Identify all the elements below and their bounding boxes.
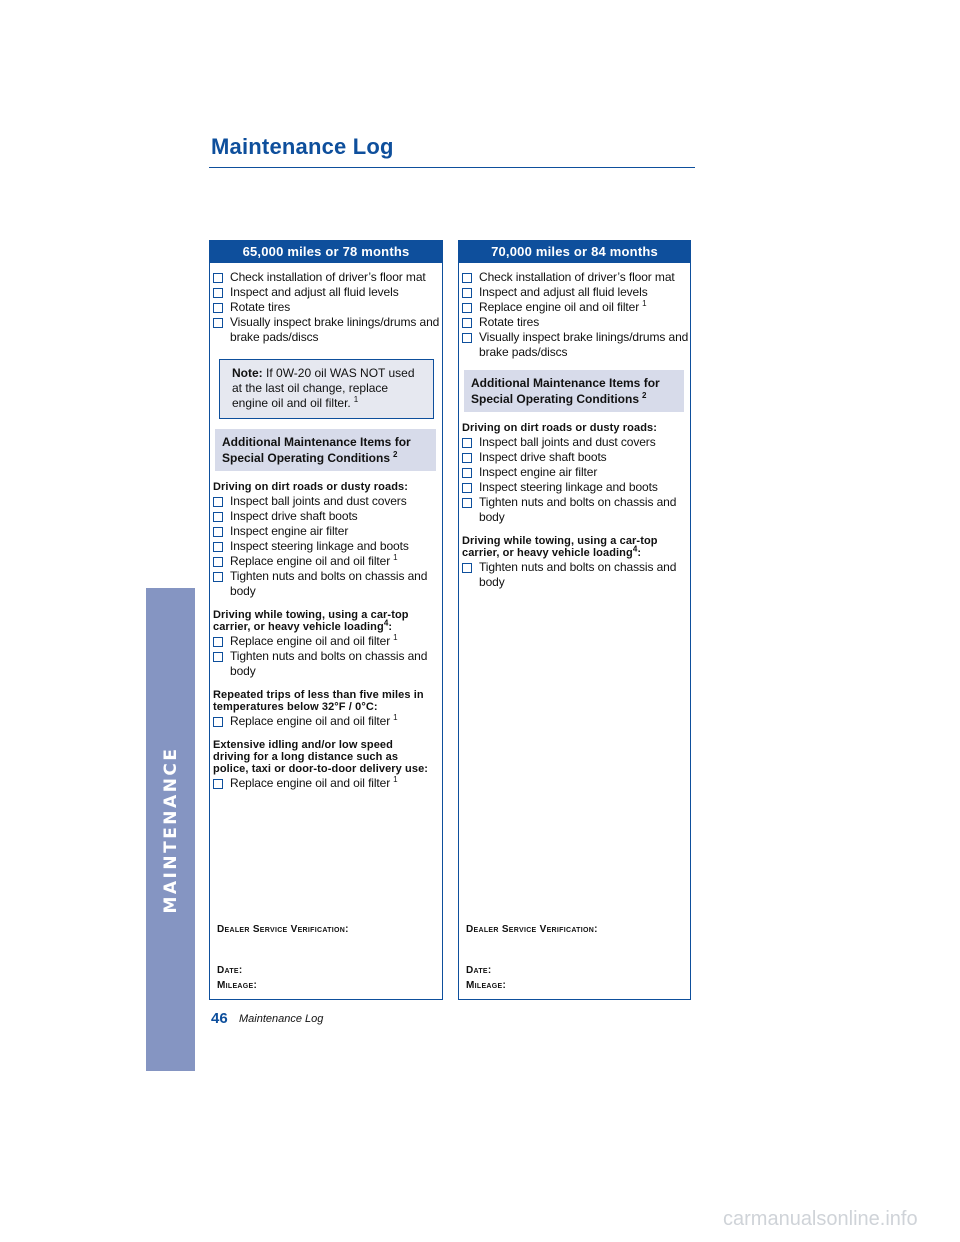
item-text: Visually inspect brake linings/drums and brake pads/discs <box>479 330 689 359</box>
checkbox[interactable] <box>462 273 472 283</box>
mileage-label: Mileage: <box>466 980 507 991</box>
condition-footnote: 4 <box>383 618 389 628</box>
condition-items <box>213 634 442 679</box>
condition-title <box>462 422 690 434</box>
item-footnote: 1 <box>393 775 398 784</box>
item-text: Inspect engine air filter <box>479 465 598 479</box>
checklist-item <box>462 300 690 315</box>
special-footnote: 2 <box>393 450 398 459</box>
checklist-item <box>462 495 690 525</box>
checklist-item <box>462 450 690 465</box>
checklist-item <box>213 494 442 509</box>
note-footnote: 1 <box>353 395 359 404</box>
special-conditions-heading <box>464 370 684 412</box>
side-tab <box>146 588 195 1071</box>
checkbox[interactable] <box>462 438 472 448</box>
checklist-item <box>462 465 690 480</box>
dealer-verification-label: Dealer Service Verification: <box>466 924 598 935</box>
side-tab-label: MAINTENANCE <box>160 745 181 914</box>
standard-items <box>462 270 690 360</box>
checklist-item <box>213 776 442 791</box>
checklist-item <box>462 330 690 360</box>
item-text: Tighten nuts and bolts on chassis and body <box>479 495 677 524</box>
item-text: Inspect engine air filter <box>230 524 349 538</box>
checkbox[interactable] <box>213 273 223 283</box>
checklist-item <box>213 285 442 300</box>
checklist-item <box>213 634 442 649</box>
special-title: Additional Maintenance Items for Special Operating Conditions <box>222 435 411 465</box>
checklist-item <box>462 285 690 300</box>
item-text: Tighten nuts and bolts on chassis and body <box>230 649 428 678</box>
checklist-item <box>462 560 690 590</box>
checklist-item <box>213 509 442 524</box>
service-panel-70000 <box>458 240 691 1000</box>
condition-colon: : <box>388 621 393 633</box>
item-text: Replace engine oil and oil filter <box>479 300 640 314</box>
item-text: Rotate tires <box>479 315 540 329</box>
note-label: Note: <box>232 366 263 380</box>
panel-header: 65,000 miles or 78 months <box>210 241 442 263</box>
item-text: Inspect and adjust all fluid levels <box>479 285 648 299</box>
checkbox[interactable] <box>213 717 223 727</box>
condition-title-text: Driving while towing, using a car-top carrier, or heavy vehicle loading <box>462 535 658 559</box>
condition-footnote: 4 <box>632 544 638 554</box>
conditions <box>459 422 690 590</box>
condition-items <box>213 714 442 729</box>
condition-title-text: Driving on dirt roads or dusty roads: <box>213 481 408 493</box>
standard-items <box>213 270 442 345</box>
checklist-item <box>213 315 442 345</box>
checkbox[interactable] <box>213 652 223 662</box>
condition-items <box>213 494 442 599</box>
item-text: Check installation of driver’s floor mat <box>230 270 426 284</box>
checkbox[interactable] <box>462 453 472 463</box>
checkbox[interactable] <box>462 563 472 573</box>
title-divider <box>209 167 695 168</box>
checklist-item <box>213 539 442 554</box>
special-footnote: 2 <box>642 391 647 400</box>
item-text: Rotate tires <box>230 300 291 314</box>
item-text: Inspect ball joints and dust covers <box>479 435 656 449</box>
checklist-item <box>462 480 690 495</box>
condition-title <box>462 535 690 559</box>
item-text: Inspect drive shaft boots <box>479 450 607 464</box>
watermark: carmanualsonline.info <box>723 1208 918 1230</box>
condition-title <box>213 739 442 775</box>
checkbox[interactable] <box>462 288 472 298</box>
page-number: 46 <box>211 1010 228 1027</box>
footer-label: Maintenance Log <box>239 1013 324 1025</box>
checkbox[interactable] <box>213 779 223 789</box>
checklist-item <box>213 649 442 679</box>
checkbox[interactable] <box>213 572 223 582</box>
checkbox[interactable] <box>213 557 223 567</box>
panel-header: 70,000 miles or 84 months <box>459 241 690 263</box>
condition-title-text: Driving on dirt roads or dusty roads: <box>462 422 657 434</box>
checkbox[interactable] <box>213 318 223 328</box>
item-footnote: 1 <box>393 553 398 562</box>
checkbox[interactable] <box>462 333 472 343</box>
dealer-verification-label: Dealer Service Verification: <box>217 924 349 935</box>
checkbox[interactable] <box>462 483 472 493</box>
page-title: Maintenance Log <box>211 134 394 159</box>
date-label: Date: <box>466 965 492 976</box>
item-text: Tighten nuts and bolts on chassis and body <box>230 569 428 598</box>
checkbox[interactable] <box>462 498 472 508</box>
condition-title-text: Driving while towing, using a car-top carrier, or heavy vehicle loading <box>213 609 409 633</box>
checkbox[interactable] <box>213 637 223 647</box>
checkbox[interactable] <box>213 497 223 507</box>
item-footnote: 1 <box>393 713 398 722</box>
checkbox[interactable] <box>462 303 472 313</box>
checklist-item <box>213 300 442 315</box>
checklist-item <box>213 569 442 599</box>
checkbox[interactable] <box>462 468 472 478</box>
checklist-item <box>213 524 442 539</box>
item-text: Replace engine oil and oil filter <box>230 554 391 568</box>
item-text: Inspect steering linkage and boots <box>479 480 658 494</box>
condition-items <box>213 776 442 791</box>
item-text: Replace engine oil and oil filter <box>230 714 391 728</box>
item-text: Inspect ball joints and dust covers <box>230 494 407 508</box>
item-footnote: 1 <box>393 633 398 642</box>
item-text: Inspect and adjust all fluid levels <box>230 285 399 299</box>
condition-items <box>462 560 690 590</box>
item-text: Check installation of driver’s floor mat <box>479 270 675 284</box>
checklist-item <box>462 270 690 285</box>
condition-title <box>213 609 442 633</box>
item-text: Replace engine oil and oil filter <box>230 776 391 790</box>
condition-title <box>213 481 442 493</box>
condition-title <box>213 689 442 713</box>
condition-title-text: Repeated trips of less than five miles in temperatures below 32°F / 0°C: <box>213 689 424 713</box>
checkbox[interactable] <box>213 512 223 522</box>
condition-items <box>462 435 690 525</box>
checkbox[interactable] <box>213 527 223 537</box>
item-text: Inspect steering linkage and boots <box>230 539 409 553</box>
checkbox[interactable] <box>462 318 472 328</box>
special-conditions-heading <box>215 429 436 471</box>
checkbox[interactable] <box>213 303 223 313</box>
item-text: Inspect drive shaft boots <box>230 509 358 523</box>
condition-colon: : <box>637 547 642 559</box>
checklist-item <box>213 270 442 285</box>
item-text: Tighten nuts and bolts on chassis and body <box>479 560 677 589</box>
checklist-item <box>213 554 442 569</box>
conditions <box>210 481 442 791</box>
item-text: Replace engine oil and oil filter <box>230 634 391 648</box>
item-footnote: 1 <box>642 299 647 308</box>
note-text: If 0W-20 oil WAS NOT used at the last oil change, replace engine oil and oil filter. <box>232 366 415 410</box>
item-text: Visually inspect brake linings/drums and brake pads/discs <box>230 315 440 344</box>
mileage-label: Mileage: <box>217 980 258 991</box>
special-title: Additional Maintenance Items for Special Operating Conditions <box>471 376 660 406</box>
checkbox[interactable] <box>213 288 223 298</box>
checkbox[interactable] <box>213 542 223 552</box>
checklist-item <box>462 315 690 330</box>
oil-note <box>219 359 434 419</box>
checklist-item <box>462 435 690 450</box>
checklist-item <box>213 714 442 729</box>
date-label: Date: <box>217 965 243 976</box>
service-panel-65000 <box>209 240 443 1000</box>
condition-title-text: Extensive idling and/or low speed driving for a long distance such as police, taxi or door-to-door delivery use: <box>213 739 429 775</box>
